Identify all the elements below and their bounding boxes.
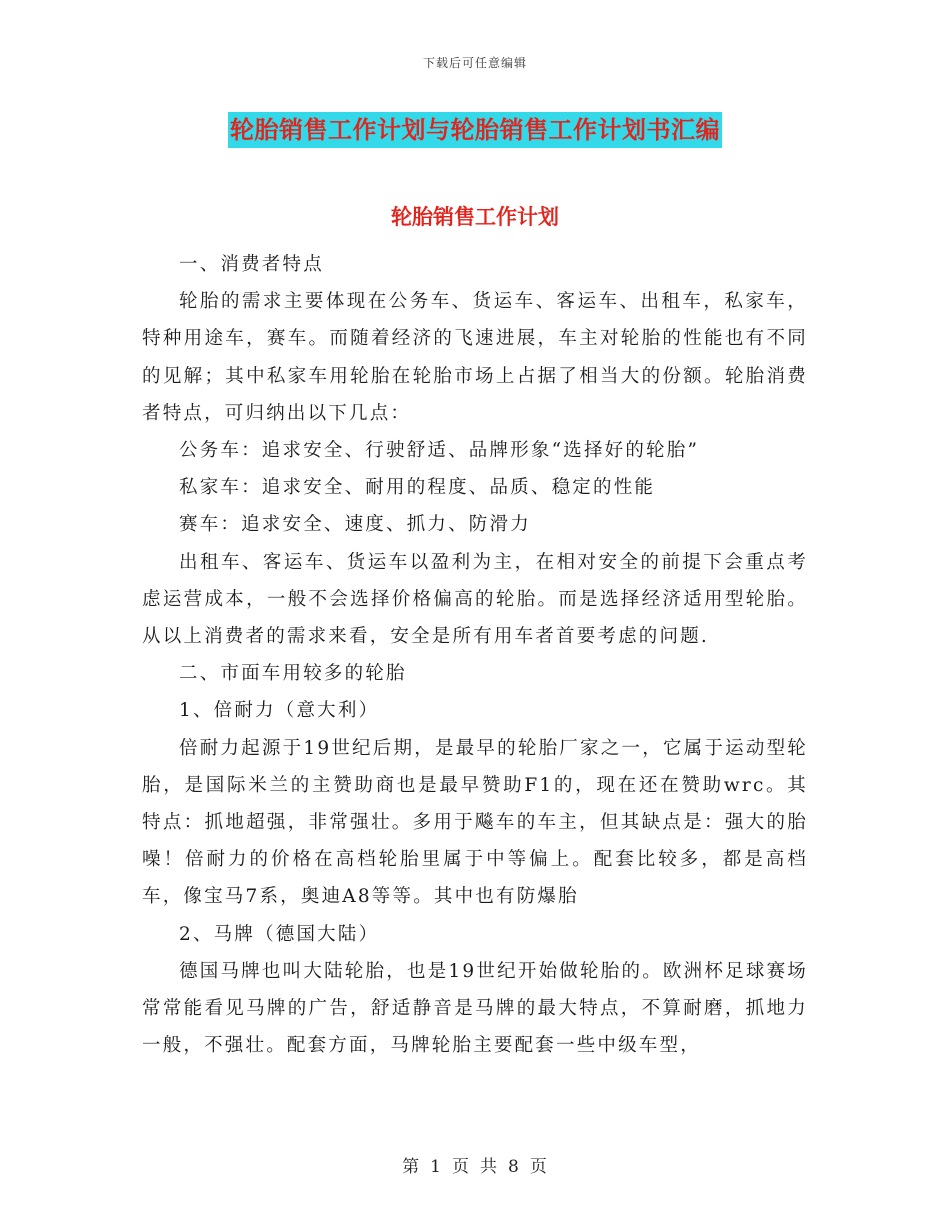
paragraph-continental: 德国马牌也叫大陆轮胎，也是19世纪开始做轮胎的。欧洲杯足球赛场常常能看见马牌的广告，舒适静音是马牌的最大特点，不算耐磨，抓地力一般，不强壮。配套方面，马牌轮胎主要配套一些中级车型，: [142, 960, 808, 1057]
footer-total-label: 共: [480, 1157, 498, 1177]
paragraph-tire-demand: 轮胎的需求主要体现在公务车、货运车、客运车、出租车，私家车，特种用途车，赛车。而随着经济的飞速进展，车主对轮胎的性能也有不同的见解；其中私家车用轮胎在轮胎市场上占据了相当大的份额。轮胎消费者特点，可归纳出以下几点：: [142, 291, 808, 424]
document-title: 轮胎销售工作计划与轮胎销售工作计划书汇编: [228, 112, 722, 148]
page-footer: [0, 1152, 950, 1177]
document-title-wrap: [0, 112, 950, 148]
header-note: 下载后可任意编辑: [422, 56, 527, 70]
item-race-cars: 赛车：追求安全、速度、抓力、防滑力: [179, 514, 531, 536]
item-private-cars: 私家车：追求安全、耐用的程度、品质、稳定的性能: [179, 477, 656, 499]
current-page-number: 1: [430, 1157, 442, 1177]
heading-popular-tires: 二、市面车用较多的轮胎: [179, 663, 407, 685]
footer-page-label: 页: [452, 1157, 470, 1177]
item-official-cars: 公务车：追求安全、行驶舒适、品牌形象“选择好的轮胎”: [179, 440, 700, 462]
footer-suffix: 页: [529, 1157, 548, 1177]
heading-consumer-traits: 一、消费者特点: [179, 254, 324, 275]
subheading-pirelli: 1、倍耐力（意大利）: [179, 700, 380, 722]
footer-prefix: 第: [402, 1157, 421, 1177]
document-body: [142, 246, 808, 1064]
section-title: 轮胎销售工作计划: [391, 205, 559, 229]
total-pages-number: 8: [508, 1157, 520, 1177]
paragraph-pirelli: 倍耐力起源于19世纪后期，是最早的轮胎厂家之一，它属于运动型轮胎，是国际米兰的主赞助商也是最早赞助F1的，现在还在赞助wrc。其特点：抓地超强，非常强壮。多用于飚车的车主，但其缺点是：强大的胎噪！倍耐力的价格在高档轮胎里属于中等偏上。配套比较多，都是高档车，像宝马7系，奥迪A8等等。其中也有防爆胎: [142, 737, 808, 908]
paragraph-commercial-vehicles: 出租车、客运车、货运车以盈利为主，在相对安全的前提下会重点考虑运营成本，一般不会选择价格偏高的轮胎。而是选择经济适用型轮胎。从以上消费者的需求来看，安全是所有用车者首要考虑的问题.: [142, 551, 808, 648]
subheading-continental: 2、马牌（德国大陆）: [179, 923, 380, 945]
